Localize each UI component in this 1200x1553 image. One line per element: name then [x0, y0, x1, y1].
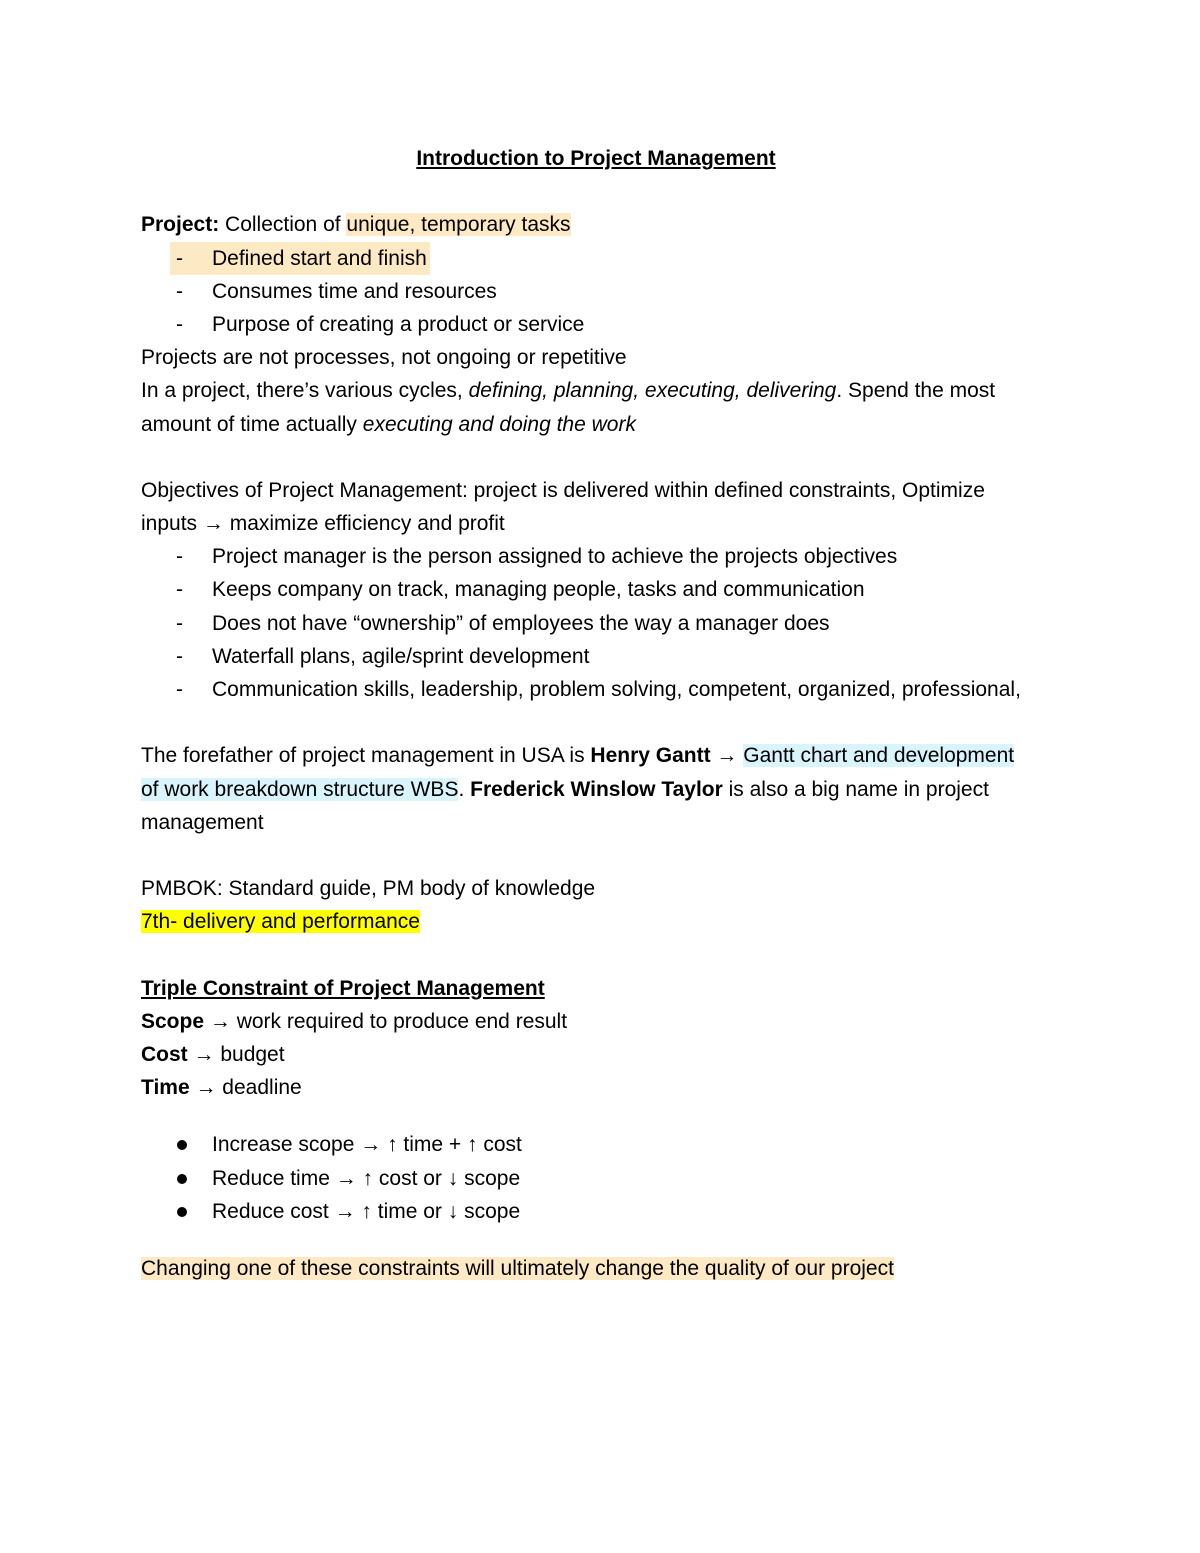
forefather-line-1	[141, 739, 1061, 772]
cycles-text: In a project, there’s various cycles,	[141, 379, 469, 403]
list-item-text: Defined start and finish	[212, 246, 427, 270]
list-item	[141, 308, 1061, 341]
cost-text: → budget	[187, 1043, 285, 1067]
list-item-text: Waterfall plans, agile/sprint development	[212, 644, 590, 668]
project-highlight: unique, temporary tasks	[346, 213, 571, 237]
triple-heading: Triple Constraint of Project Management	[141, 976, 545, 1000]
list-item-text: Reduce time → ↑ cost or ↓ scope	[212, 1166, 521, 1190]
scope-text: → work required to produce end result	[204, 1009, 568, 1033]
document-body	[141, 142, 1061, 1285]
list-item-text: Project manager is the person assigned to achieve the projects objectives	[212, 545, 898, 569]
list-item-text: Keeps company on track, managing people, tasks and communication	[212, 578, 865, 602]
paragraph-processes: Projects are not processes, not ongoing or repetitive	[141, 346, 627, 370]
list-item	[141, 1195, 1061, 1228]
cycles-italic: defining, planning, executing, delivering	[468, 379, 837, 403]
list-item	[141, 1128, 1061, 1161]
dash-marker: -	[176, 644, 183, 668]
dash-marker: -	[176, 578, 183, 602]
cost-label: Cost	[141, 1043, 188, 1067]
gantt-highlight-2: of work breakdown structure WBS	[141, 777, 459, 801]
list-item	[170, 242, 430, 275]
time-label: Time	[141, 1076, 190, 1100]
forefather-text: The forefather of project management in USA is	[141, 744, 591, 768]
list-item-text: Communication skills, leadership, problem solving, competent, organized, professional,	[212, 678, 1021, 701]
conclusion-highlight: Changing one of these constraints will ultimately change the quality of our project	[141, 1257, 894, 1280]
project-definition	[141, 208, 1061, 241]
dash-marker: -	[176, 312, 183, 336]
henry-gantt: Henry Gantt →	[590, 744, 738, 768]
page-title: Introduction to Project Management	[416, 147, 776, 170]
pmbok-line: PMBOK: Standard guide, PM body of knowledge	[141, 877, 596, 901]
forefather-sep: .	[458, 777, 471, 801]
time-text: → deadline	[189, 1076, 302, 1100]
project-text: Collection of	[219, 213, 347, 237]
list-item	[141, 275, 1061, 308]
forefather-text-3: is also a big name in project	[722, 777, 989, 801]
conclusion-line	[141, 1252, 1061, 1285]
list-item	[141, 1162, 1061, 1195]
dash-marker: -	[176, 246, 183, 270]
paragraph-cycles-1	[141, 374, 1061, 407]
objectives-line-2: inputs → maximize efficiency and profit	[141, 512, 505, 536]
list-item	[141, 673, 1061, 706]
objectives-line-1: Objectives of Project Management: project is delivered within defined constraints, Optimize	[141, 478, 985, 502]
frederick-taylor: Frederick Winslow Taylor	[470, 777, 723, 801]
gantt-highlight-1: Gantt chart and development	[743, 744, 1015, 768]
cycles-italic-2: executing and doing the work	[362, 412, 636, 436]
cost-line	[141, 1038, 1061, 1071]
list-item-text: Increase scope → ↑ time + ↑ cost	[212, 1133, 522, 1157]
time-line	[141, 1071, 1061, 1104]
list-item	[141, 540, 1061, 573]
list-item	[141, 573, 1061, 606]
dash-marker: -	[176, 611, 183, 635]
list-item	[141, 640, 1061, 673]
bullet-dot-icon	[177, 1140, 187, 1150]
paragraph-cycles-2	[141, 408, 1061, 441]
list-item-text: Does not have “ownership” of employees the way a manager does	[212, 611, 830, 635]
edition-line	[141, 905, 1061, 938]
bullet-dot-icon	[177, 1207, 187, 1217]
dash-marker: -	[176, 678, 183, 701]
scope-label: Scope	[141, 1009, 205, 1033]
edition-highlight: 7th- delivery and performance	[141, 910, 420, 934]
forefather-line-3: management	[141, 810, 264, 834]
cycles-text-2: . Spend the most	[836, 379, 996, 403]
list-item-text: Purpose of creating a product or service	[212, 312, 585, 336]
scope-line	[141, 1005, 1061, 1038]
dash-marker: -	[176, 545, 183, 569]
list-item-text: Consumes time and resources	[212, 279, 497, 303]
cycles-text-3: amount of time actually	[141, 412, 363, 436]
project-label: Project:	[141, 213, 220, 237]
dash-marker: -	[176, 279, 183, 303]
forefather-line-2	[141, 773, 1061, 806]
list-item	[141, 607, 1061, 640]
bullet-dot-icon	[177, 1174, 187, 1184]
list-item-text: Reduce cost → ↑ time or ↓ scope	[212, 1199, 521, 1223]
